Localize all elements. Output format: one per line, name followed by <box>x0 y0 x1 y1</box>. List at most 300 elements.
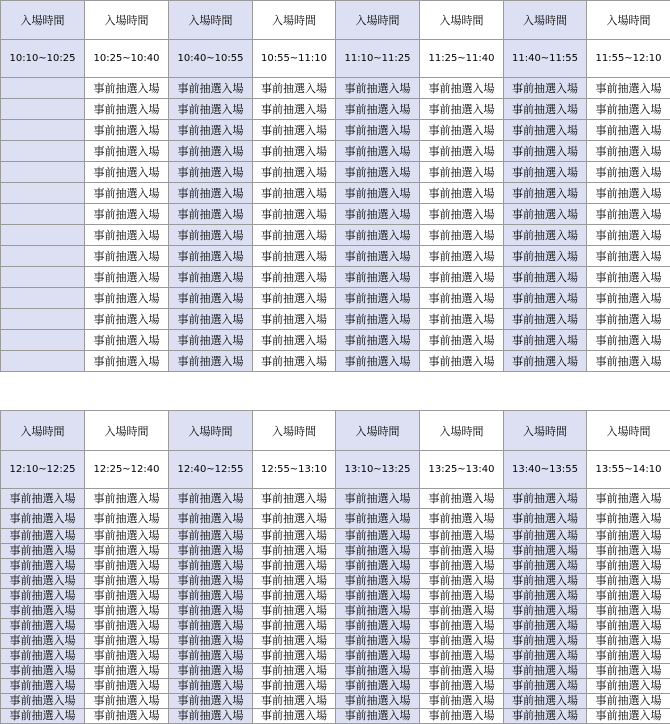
empty-cell <box>1 120 85 141</box>
entry-cell: 事前抽選入場 <box>504 489 587 509</box>
entry-cell: 事前抽選入場 <box>253 664 336 679</box>
entry-cell: 事前抽選入場 <box>504 162 587 183</box>
entry-cell: 事前抽選入場 <box>85 649 169 664</box>
entry-cell: 事前抽選入場 <box>1 529 85 544</box>
schedule-table-2 <box>0 410 670 724</box>
entry-cell: 事前抽選入場 <box>587 489 670 509</box>
entry-cell: 事前抽選入場 <box>169 120 253 141</box>
time-slot-cell: 10:25~10:40 <box>85 40 169 78</box>
entry-cell: 事前抽選入場 <box>587 679 670 694</box>
entry-cell: 事前抽選入場 <box>169 183 253 204</box>
entry-cell: 事前抽選入場 <box>336 604 420 619</box>
entry-cell: 事前抽選入場 <box>1 709 85 724</box>
entry-cell: 事前抽選入場 <box>253 141 336 162</box>
empty-cell <box>1 141 85 162</box>
header-cell: 入場時間 <box>587 411 670 451</box>
empty-cell <box>1 183 85 204</box>
entry-cell: 事前抽選入場 <box>587 204 670 225</box>
entry-cell: 事前抽選入場 <box>587 634 670 649</box>
time-slot-cell: 13:55~14:10 <box>587 451 670 489</box>
entry-cell: 事前抽選入場 <box>85 141 169 162</box>
entry-row <box>1 78 670 99</box>
entry-cell: 事前抽選入場 <box>253 351 336 372</box>
entry-cell: 事前抽選入場 <box>587 559 670 574</box>
empty-cell <box>1 246 85 267</box>
entry-cell: 事前抽選入場 <box>253 288 336 309</box>
time-slot-cell: 12:10~12:25 <box>1 451 85 489</box>
entry-cell: 事前抽選入場 <box>253 544 336 559</box>
entry-cell: 事前抽選入場 <box>169 509 253 529</box>
entry-cell: 事前抽選入場 <box>420 559 504 574</box>
entry-cell: 事前抽選入場 <box>336 664 420 679</box>
entry-cell: 事前抽選入場 <box>85 679 169 694</box>
entry-cell: 事前抽選入場 <box>587 544 670 559</box>
entry-cell: 事前抽選入場 <box>85 99 169 120</box>
entry-row <box>1 619 670 634</box>
entry-cell: 事前抽選入場 <box>587 604 670 619</box>
entry-cell: 事前抽選入場 <box>336 78 420 99</box>
header-cell: 入場時間 <box>420 411 504 451</box>
entry-cell: 事前抽選入場 <box>504 694 587 709</box>
entry-cell: 事前抽選入場 <box>587 589 670 604</box>
entry-cell: 事前抽選入場 <box>169 634 253 649</box>
entry-row <box>1 162 670 183</box>
time-slot-cell: 11:10~11:25 <box>336 40 420 78</box>
empty-cell <box>1 225 85 246</box>
header-cell: 入場時間 <box>420 1 504 40</box>
entry-cell: 事前抽選入場 <box>336 509 420 529</box>
entry-cell: 事前抽選入場 <box>336 709 420 724</box>
entry-cell: 事前抽選入場 <box>253 489 336 509</box>
header-cell: 入場時間 <box>587 1 670 40</box>
header-row <box>1 411 670 451</box>
entry-row <box>1 288 670 309</box>
schedule-body-2 <box>1 411 670 724</box>
entry-cell: 事前抽選入場 <box>85 489 169 509</box>
entry-cell: 事前抽選入場 <box>253 679 336 694</box>
entry-cell: 事前抽選入場 <box>504 709 587 724</box>
entry-cell: 事前抽選入場 <box>169 267 253 288</box>
entry-cell: 事前抽選入場 <box>504 267 587 288</box>
entry-cell: 事前抽選入場 <box>336 529 420 544</box>
entry-cell: 事前抽選入場 <box>253 619 336 634</box>
entry-cell: 事前抽選入場 <box>420 529 504 544</box>
entry-cell: 事前抽選入場 <box>504 559 587 574</box>
entry-cell: 事前抽選入場 <box>85 204 169 225</box>
entry-row <box>1 183 670 204</box>
entry-cell: 事前抽選入場 <box>504 619 587 634</box>
entry-cell: 事前抽選入場 <box>169 288 253 309</box>
entry-cell: 事前抽選入場 <box>169 529 253 544</box>
entry-cell: 事前抽選入場 <box>420 288 504 309</box>
entry-cell: 事前抽選入場 <box>504 351 587 372</box>
time-slot-row <box>1 451 670 489</box>
entry-cell: 事前抽選入場 <box>587 709 670 724</box>
entry-cell: 事前抽選入場 <box>85 225 169 246</box>
entry-cell: 事前抽選入場 <box>85 183 169 204</box>
entry-cell: 事前抽選入場 <box>1 604 85 619</box>
entry-cell: 事前抽選入場 <box>169 162 253 183</box>
entry-cell: 事前抽選入場 <box>420 309 504 330</box>
entry-cell: 事前抽選入場 <box>169 225 253 246</box>
entry-cell: 事前抽選入場 <box>85 246 169 267</box>
entry-cell: 事前抽選入場 <box>253 559 336 574</box>
entry-cell: 事前抽選入場 <box>253 99 336 120</box>
entry-cell: 事前抽選入場 <box>169 694 253 709</box>
entry-cell: 事前抽選入場 <box>1 544 85 559</box>
entry-row <box>1 604 670 619</box>
entry-cell: 事前抽選入場 <box>420 544 504 559</box>
entry-row <box>1 204 670 225</box>
entry-cell: 事前抽選入場 <box>504 574 587 589</box>
entry-cell: 事前抽選入場 <box>169 204 253 225</box>
entry-row <box>1 309 670 330</box>
entry-cell: 事前抽選入場 <box>336 225 420 246</box>
header-cell: 入場時間 <box>504 1 587 40</box>
entry-cell: 事前抽選入場 <box>504 649 587 664</box>
entry-cell: 事前抽選入場 <box>169 246 253 267</box>
entry-cell: 事前抽選入場 <box>1 589 85 604</box>
entry-cell: 事前抽選入場 <box>420 574 504 589</box>
entry-cell: 事前抽選入場 <box>169 574 253 589</box>
entry-cell: 事前抽選入場 <box>169 544 253 559</box>
entry-cell: 事前抽選入場 <box>420 246 504 267</box>
entry-cell: 事前抽選入場 <box>504 589 587 604</box>
entry-cell: 事前抽選入場 <box>253 267 336 288</box>
entry-cell: 事前抽選入場 <box>169 351 253 372</box>
entry-cell: 事前抽選入場 <box>504 664 587 679</box>
entry-cell: 事前抽選入場 <box>587 330 670 351</box>
entry-row <box>1 649 670 664</box>
time-slot-cell: 13:10~13:25 <box>336 451 420 489</box>
entry-cell: 事前抽選入場 <box>336 679 420 694</box>
entry-cell: 事前抽選入場 <box>420 183 504 204</box>
entry-cell: 事前抽選入場 <box>504 679 587 694</box>
entry-cell: 事前抽選入場 <box>420 709 504 724</box>
entry-cell: 事前抽選入場 <box>336 634 420 649</box>
entry-cell: 事前抽選入場 <box>85 162 169 183</box>
time-slot-cell: 12:25~12:40 <box>85 451 169 489</box>
entry-row <box>1 544 670 559</box>
time-slot-cell: 13:40~13:55 <box>504 451 587 489</box>
entry-cell: 事前抽選入場 <box>253 574 336 589</box>
entry-cell: 事前抽選入場 <box>504 604 587 619</box>
header-cell: 入場時間 <box>169 1 253 40</box>
entry-cell: 事前抽選入場 <box>420 99 504 120</box>
entry-cell: 事前抽選入場 <box>336 246 420 267</box>
entry-cell: 事前抽選入場 <box>420 649 504 664</box>
entry-cell: 事前抽選入場 <box>253 330 336 351</box>
entry-row <box>1 559 670 574</box>
entry-cell: 事前抽選入場 <box>587 141 670 162</box>
entry-cell: 事前抽選入場 <box>253 634 336 649</box>
empty-cell <box>1 351 85 372</box>
entry-cell: 事前抽選入場 <box>253 183 336 204</box>
entry-cell: 事前抽選入場 <box>587 351 670 372</box>
entry-cell: 事前抽選入場 <box>587 529 670 544</box>
entry-cell: 事前抽選入場 <box>253 649 336 664</box>
entry-cell: 事前抽選入場 <box>85 351 169 372</box>
entry-cell: 事前抽選入場 <box>420 351 504 372</box>
entry-cell: 事前抽選入場 <box>85 529 169 544</box>
empty-cell <box>1 288 85 309</box>
entry-cell: 事前抽選入場 <box>1 634 85 649</box>
entry-cell: 事前抽選入場 <box>336 574 420 589</box>
entry-cell: 事前抽選入場 <box>85 509 169 529</box>
schedule-body-1 <box>1 1 670 372</box>
entry-cell: 事前抽選入場 <box>420 664 504 679</box>
entry-cell: 事前抽選入場 <box>504 204 587 225</box>
entry-cell: 事前抽選入場 <box>420 225 504 246</box>
entry-cell: 事前抽選入場 <box>336 589 420 604</box>
entry-cell: 事前抽選入場 <box>253 204 336 225</box>
entry-cell: 事前抽選入場 <box>504 141 587 162</box>
entry-row <box>1 267 670 288</box>
entry-cell: 事前抽選入場 <box>85 634 169 649</box>
entry-cell: 事前抽選入場 <box>85 694 169 709</box>
entry-cell: 事前抽選入場 <box>169 99 253 120</box>
entry-cell: 事前抽選入場 <box>85 330 169 351</box>
entry-cell: 事前抽選入場 <box>336 619 420 634</box>
entry-row <box>1 634 670 649</box>
entry-row <box>1 120 670 141</box>
header-cell: 入場時間 <box>85 411 169 451</box>
entry-cell: 事前抽選入場 <box>253 120 336 141</box>
header-cell: 入場時間 <box>336 1 420 40</box>
entry-cell: 事前抽選入場 <box>336 351 420 372</box>
entry-cell: 事前抽選入場 <box>85 664 169 679</box>
header-cell: 入場時間 <box>169 411 253 451</box>
entry-row <box>1 225 670 246</box>
entry-cell: 事前抽選入場 <box>587 649 670 664</box>
entry-cell: 事前抽選入場 <box>587 183 670 204</box>
entry-cell: 事前抽選入場 <box>336 649 420 664</box>
entry-cell: 事前抽選入場 <box>420 489 504 509</box>
entry-cell: 事前抽選入場 <box>587 99 670 120</box>
entry-row <box>1 679 670 694</box>
entry-cell: 事前抽選入場 <box>1 694 85 709</box>
entry-cell: 事前抽選入場 <box>420 634 504 649</box>
entry-row <box>1 694 670 709</box>
entry-cell: 事前抽選入場 <box>420 78 504 99</box>
entry-cell: 事前抽選入場 <box>336 559 420 574</box>
entry-cell: 事前抽選入場 <box>169 589 253 604</box>
time-slot-cell: 10:10~10:25 <box>1 40 85 78</box>
entry-cell: 事前抽選入場 <box>504 225 587 246</box>
entry-cell: 事前抽選入場 <box>336 99 420 120</box>
entry-cell: 事前抽選入場 <box>1 509 85 529</box>
entry-cell: 事前抽選入場 <box>85 544 169 559</box>
empty-cell <box>1 330 85 351</box>
entry-cell: 事前抽選入場 <box>1 679 85 694</box>
header-cell: 入場時間 <box>336 411 420 451</box>
entry-row <box>1 489 670 509</box>
entry-row <box>1 574 670 589</box>
entry-cell: 事前抽選入場 <box>504 309 587 330</box>
entry-cell: 事前抽選入場 <box>85 619 169 634</box>
entry-cell: 事前抽選入場 <box>504 78 587 99</box>
entry-cell: 事前抽選入場 <box>587 619 670 634</box>
entry-cell: 事前抽選入場 <box>504 120 587 141</box>
empty-cell <box>1 267 85 288</box>
entry-cell: 事前抽選入場 <box>169 330 253 351</box>
entry-cell: 事前抽選入場 <box>420 694 504 709</box>
entry-row <box>1 664 670 679</box>
entry-cell: 事前抽選入場 <box>253 529 336 544</box>
empty-cell <box>1 204 85 225</box>
entry-cell: 事前抽選入場 <box>336 330 420 351</box>
entry-cell: 事前抽選入場 <box>504 246 587 267</box>
time-slot-cell: 11:25~11:40 <box>420 40 504 78</box>
entry-cell: 事前抽選入場 <box>169 649 253 664</box>
entry-row <box>1 509 670 529</box>
entry-cell: 事前抽選入場 <box>420 267 504 288</box>
entry-cell: 事前抽選入場 <box>1 649 85 664</box>
header-cell: 入場時間 <box>504 411 587 451</box>
entry-cell: 事前抽選入場 <box>504 509 587 529</box>
entry-cell: 事前抽選入場 <box>253 604 336 619</box>
entry-cell: 事前抽選入場 <box>169 559 253 574</box>
entry-cell: 事前抽選入場 <box>587 246 670 267</box>
empty-cell <box>1 78 85 99</box>
header-cell: 入場時間 <box>1 1 85 40</box>
entry-cell: 事前抽選入場 <box>420 330 504 351</box>
entry-cell: 事前抽選入場 <box>253 246 336 267</box>
entry-cell: 事前抽選入場 <box>85 288 169 309</box>
time-slot-cell: 11:40~11:55 <box>504 40 587 78</box>
entry-cell: 事前抽選入場 <box>85 604 169 619</box>
header-cell: 入場時間 <box>253 1 336 40</box>
entry-cell: 事前抽選入場 <box>420 679 504 694</box>
entry-row <box>1 246 670 267</box>
entry-cell: 事前抽選入場 <box>336 309 420 330</box>
entry-cell: 事前抽選入場 <box>253 225 336 246</box>
entry-cell: 事前抽選入場 <box>336 694 420 709</box>
entry-cell: 事前抽選入場 <box>253 694 336 709</box>
entry-cell: 事前抽選入場 <box>85 78 169 99</box>
entry-cell: 事前抽選入場 <box>336 204 420 225</box>
entry-cell: 事前抽選入場 <box>85 589 169 604</box>
entry-row <box>1 351 670 372</box>
entry-row <box>1 99 670 120</box>
entry-cell: 事前抽選入場 <box>420 162 504 183</box>
entry-cell: 事前抽選入場 <box>587 509 670 529</box>
entry-row <box>1 141 670 162</box>
entry-cell: 事前抽選入場 <box>169 709 253 724</box>
header-row <box>1 1 670 40</box>
entry-cell: 事前抽選入場 <box>253 309 336 330</box>
entry-cell: 事前抽選入場 <box>420 619 504 634</box>
entry-cell: 事前抽選入場 <box>169 78 253 99</box>
entry-cell: 事前抽選入場 <box>504 529 587 544</box>
entry-cell: 事前抽選入場 <box>336 162 420 183</box>
entry-cell: 事前抽選入場 <box>169 664 253 679</box>
entry-cell: 事前抽選入場 <box>336 544 420 559</box>
entry-row <box>1 529 670 544</box>
entry-cell: 事前抽選入場 <box>253 709 336 724</box>
entry-cell: 事前抽選入場 <box>253 509 336 529</box>
entry-cell: 事前抽選入場 <box>420 509 504 529</box>
entry-cell: 事前抽選入場 <box>85 309 169 330</box>
entry-cell: 事前抽選入場 <box>253 162 336 183</box>
entry-cell: 事前抽選入場 <box>169 309 253 330</box>
entry-cell: 事前抽選入場 <box>504 183 587 204</box>
entry-row <box>1 709 670 724</box>
entry-cell: 事前抽選入場 <box>169 619 253 634</box>
entry-cell: 事前抽選入場 <box>587 694 670 709</box>
entry-cell: 事前抽選入場 <box>587 574 670 589</box>
entry-cell: 事前抽選入場 <box>336 141 420 162</box>
entry-cell: 事前抽選入場 <box>587 78 670 99</box>
header-cell: 入場時間 <box>1 411 85 451</box>
entry-cell: 事前抽選入場 <box>587 309 670 330</box>
entry-cell: 事前抽選入場 <box>169 679 253 694</box>
entry-cell: 事前抽選入場 <box>420 589 504 604</box>
time-slot-cell: 12:40~12:55 <box>169 451 253 489</box>
entry-cell: 事前抽選入場 <box>587 664 670 679</box>
time-slot-cell: 12:55~13:10 <box>253 451 336 489</box>
entry-cell: 事前抽選入場 <box>1 489 85 509</box>
entry-cell: 事前抽選入場 <box>420 120 504 141</box>
entry-cell: 事前抽選入場 <box>587 162 670 183</box>
entry-cell: 事前抽選入場 <box>587 225 670 246</box>
empty-cell <box>1 162 85 183</box>
entry-cell: 事前抽選入場 <box>587 267 670 288</box>
entry-cell: 事前抽選入場 <box>587 288 670 309</box>
entry-cell: 事前抽選入場 <box>336 489 420 509</box>
time-slot-row <box>1 40 670 78</box>
entry-cell: 事前抽選入場 <box>420 204 504 225</box>
entry-cell: 事前抽選入場 <box>85 120 169 141</box>
entry-row <box>1 330 670 351</box>
entry-cell: 事前抽選入場 <box>253 589 336 604</box>
entry-cell: 事前抽選入場 <box>85 574 169 589</box>
entry-cell: 事前抽選入場 <box>85 559 169 574</box>
entry-cell: 事前抽選入場 <box>420 141 504 162</box>
entry-cell: 事前抽選入場 <box>169 141 253 162</box>
time-slot-cell: 11:55~12:10 <box>587 40 670 78</box>
entry-cell: 事前抽選入場 <box>420 604 504 619</box>
entry-cell: 事前抽選入場 <box>336 120 420 141</box>
entry-cell: 事前抽選入場 <box>85 267 169 288</box>
entry-cell: 事前抽選入場 <box>336 288 420 309</box>
entry-cell: 事前抽選入場 <box>253 78 336 99</box>
entry-cell: 事前抽選入場 <box>1 664 85 679</box>
time-slot-cell: 10:40~10:55 <box>169 40 253 78</box>
entry-cell: 事前抽選入場 <box>504 288 587 309</box>
empty-cell <box>1 99 85 120</box>
entry-cell: 事前抽選入場 <box>85 709 169 724</box>
entry-cell: 事前抽選入場 <box>1 559 85 574</box>
header-cell: 入場時間 <box>253 411 336 451</box>
entry-row <box>1 589 670 604</box>
empty-cell <box>1 309 85 330</box>
time-slot-cell: 13:25~13:40 <box>420 451 504 489</box>
entry-cell: 事前抽選入場 <box>504 634 587 649</box>
header-cell: 入場時間 <box>85 1 169 40</box>
entry-cell: 事前抽選入場 <box>504 99 587 120</box>
entry-cell: 事前抽選入場 <box>336 267 420 288</box>
entry-cell: 事前抽選入場 <box>169 604 253 619</box>
entry-cell: 事前抽選入場 <box>169 489 253 509</box>
entry-cell: 事前抽選入場 <box>504 330 587 351</box>
entry-cell: 事前抽選入場 <box>587 120 670 141</box>
entry-cell: 事前抽選入場 <box>1 574 85 589</box>
entry-cell: 事前抽選入場 <box>336 183 420 204</box>
time-slot-cell: 10:55~11:10 <box>253 40 336 78</box>
entry-cell: 事前抽選入場 <box>1 619 85 634</box>
entry-cell: 事前抽選入場 <box>504 544 587 559</box>
